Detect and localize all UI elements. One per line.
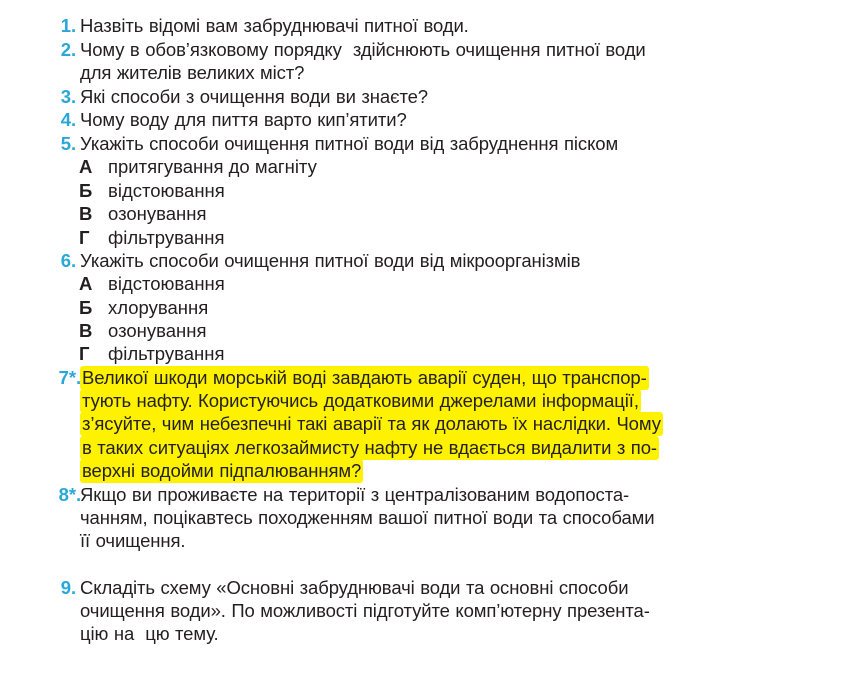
question-line: її очищення. xyxy=(80,530,186,552)
answer-option xyxy=(79,272,225,295)
option-letter: Б xyxy=(79,297,93,318)
highlighted-line: в таких ситуаціях легкозаймисту нафту не вдається видалити з по- xyxy=(82,436,657,458)
highlighted-line: з’ясуйте, чим небезпечні такі аварії та як долають їх наслідки. Чому xyxy=(82,413,661,435)
question-number: 5. xyxy=(60,133,76,154)
answer-option xyxy=(79,179,225,202)
question-number: 7*. xyxy=(58,367,81,388)
question-number: 6. xyxy=(60,250,76,271)
question-line xyxy=(80,389,718,412)
option-letter: Б xyxy=(79,180,93,201)
question-line xyxy=(80,412,718,435)
option-text: фільтрування xyxy=(108,227,225,248)
question-text xyxy=(80,38,718,84)
option-text: відстоювання xyxy=(108,273,225,294)
question-text: Чому воду для пиття варто кип’ятити? xyxy=(80,109,407,130)
question-line xyxy=(80,459,718,482)
question-text: Укажіть способи очищення питної води від мікроорганізмів xyxy=(80,250,581,271)
question-9 xyxy=(43,576,718,646)
answer-option xyxy=(79,202,206,225)
answer-option xyxy=(79,155,317,178)
option-text: хлорування xyxy=(108,297,209,318)
highlighted-line: верхні водойми підпалюванням? xyxy=(82,459,362,481)
question-number: 2. xyxy=(60,39,76,60)
option-text: притягування до магніту xyxy=(108,156,317,177)
option-letter: А xyxy=(79,156,93,177)
question-line: очищення води». По можливості підготуйте комп’ютерну презента- xyxy=(80,600,650,622)
question-line: для жителів великих міст? xyxy=(80,62,305,84)
option-text: озонування xyxy=(108,203,207,224)
question-line xyxy=(80,436,718,459)
question-number: 9. xyxy=(60,577,76,598)
question-1 xyxy=(43,14,718,37)
question-number: 8*. xyxy=(58,484,81,505)
option-text: фільтрування xyxy=(108,343,225,364)
question-text xyxy=(80,483,718,553)
answer-option xyxy=(79,342,224,365)
question-line: цію на цю тему. xyxy=(80,623,219,645)
answer-option xyxy=(79,319,206,342)
question-line: чанням, поцікавтесь походженням вашої питної води та способами xyxy=(80,507,655,529)
question-text: Назвіть відомі вам забруднювачі питної води. xyxy=(80,15,469,36)
question-6 xyxy=(43,249,718,272)
question-line xyxy=(80,366,718,389)
question-text xyxy=(80,366,718,482)
question-text xyxy=(80,576,718,646)
question-3 xyxy=(43,85,718,108)
option-letter: Г xyxy=(79,343,90,364)
option-letter: В xyxy=(79,203,93,224)
question-8 xyxy=(43,483,718,553)
question-line: Якщо ви проживаєте на території з централізованим водопоста- xyxy=(80,484,630,505)
option-letter: В xyxy=(79,320,93,341)
option-text: відстоювання xyxy=(108,180,225,201)
question-4 xyxy=(43,108,718,131)
question-number: 1. xyxy=(60,15,76,36)
question-line: Чому в обов’язковому порядку здійснюють очищення питної води xyxy=(80,39,646,60)
highlighted-line: тують нафту. Користуючись додатковими джерелами інформації, xyxy=(82,390,639,412)
question-number: 3. xyxy=(60,86,76,107)
option-letter: Г xyxy=(79,227,90,248)
question-7 xyxy=(43,366,718,482)
option-letter: А xyxy=(79,273,93,294)
question-2 xyxy=(43,38,718,84)
question-text: Укажіть способи очищення питної води від забруднення піском xyxy=(80,133,619,154)
highlighted-line: Великої шкоди морській воді завдають аварії суден, що транспор- xyxy=(82,367,647,388)
option-text: озонування xyxy=(108,320,207,341)
question-5 xyxy=(43,132,718,155)
answer-option xyxy=(79,296,208,319)
answer-option xyxy=(79,226,224,249)
question-text: Які способи з очищення води ви знаєте? xyxy=(80,86,428,107)
question-number: 4. xyxy=(60,109,76,130)
question-line: Складіть схему «Основні забруднювачі води та основні способи xyxy=(80,577,629,598)
